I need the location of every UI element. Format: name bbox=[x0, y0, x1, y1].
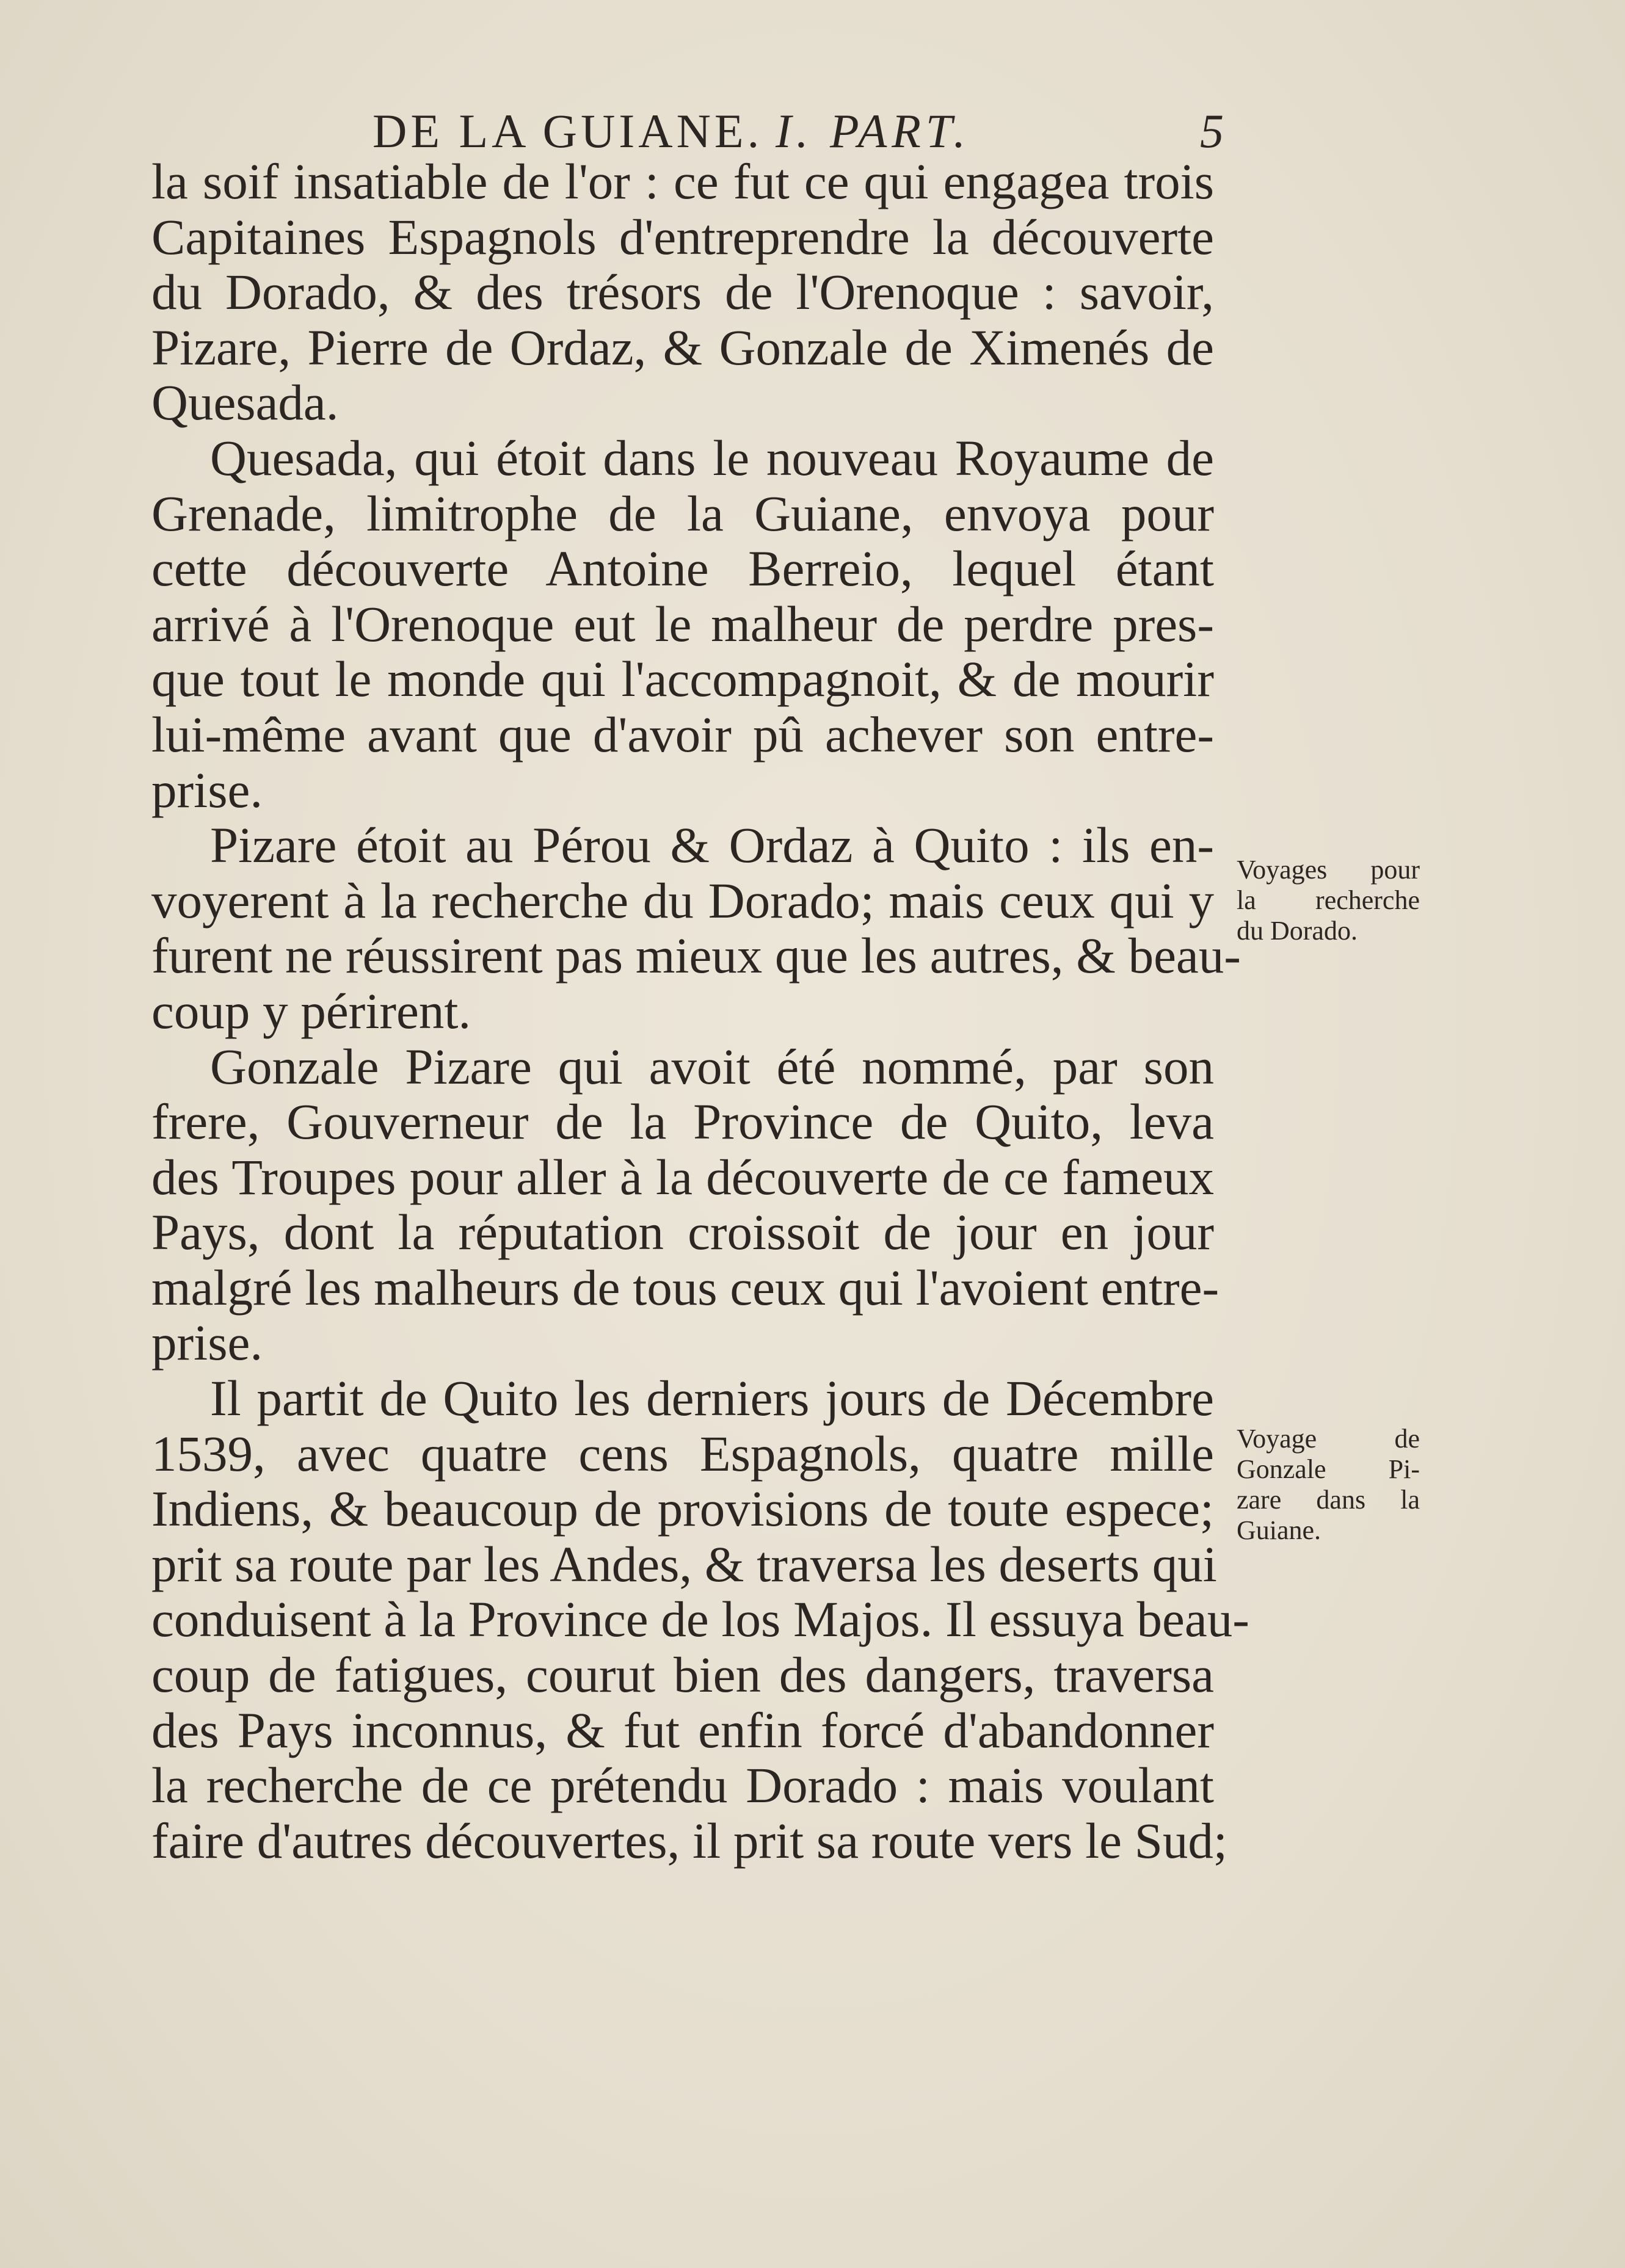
text-line: Gonzale Pizare qui avoit été nommé, par son bbox=[210, 1038, 1214, 1095]
text-line: furent ne réussirent pas mieux que les autres, & beau- bbox=[151, 927, 1241, 984]
text-line: 1539, avec quatre cens Espagnols, quatre mille bbox=[151, 1425, 1214, 1482]
marginal-note-line: zare dans la bbox=[1237, 1485, 1420, 1515]
text-line: Pays, dont la réputation croissoit de jour en jour bbox=[151, 1204, 1214, 1261]
marginal-note-voyages-dorado bbox=[1237, 855, 1420, 946]
text-line: prise. bbox=[151, 1314, 263, 1371]
text-line: cette découverte Antoine Berreio, lequel étant bbox=[151, 540, 1214, 597]
running-title: DE LA GUIANE. bbox=[373, 104, 763, 158]
marginal-note-line: Voyage de bbox=[1237, 1424, 1420, 1454]
text-line: frere, Gouverneur de la Province de Quito, leva bbox=[151, 1093, 1214, 1150]
text-line: malgré les malheurs de tous ceux qui l'avoient entre- bbox=[151, 1259, 1220, 1316]
marginal-note-voyage-gonzale bbox=[1237, 1424, 1420, 1546]
main-text-block bbox=[151, 153, 1249, 1869]
page-number: 5 bbox=[1200, 104, 1227, 158]
text-line: coup de fatigues, courut bien des dangers, traversa bbox=[151, 1647, 1214, 1703]
text-line: des Pays inconnus, & fut enfin forcé d'abandonner bbox=[151, 1701, 1214, 1758]
part-label: I. PART. bbox=[776, 104, 970, 158]
text-line: Pizare, Pierre de Ordaz, & Gonzale de Ximenés de bbox=[151, 319, 1214, 375]
marginal-note-line: Voyages pour bbox=[1237, 855, 1420, 885]
text-line: Quesada, qui étoit dans le nouveau Royaume de bbox=[210, 429, 1214, 486]
text-line: Pizare étoit au Pérou & Ordaz à Quito : ils en- bbox=[210, 817, 1214, 874]
marginal-note-line: Guiane. bbox=[1237, 1515, 1321, 1545]
text-line: prise. bbox=[151, 761, 263, 818]
text-line: Il partit de Quito les derniers jours de Décembre bbox=[210, 1370, 1214, 1427]
text-line: la recherche de ce prétendu Dorado : mais voulant bbox=[151, 1757, 1214, 1814]
text-line: prit sa route par les Andes, & traversa les deserts qui bbox=[151, 1535, 1217, 1592]
marginal-note-line: du Dorado. bbox=[1237, 916, 1358, 946]
text-line: voyerent à la recherche du Dorado; mais ceux qui y bbox=[151, 872, 1214, 929]
text-line: Quesada. bbox=[151, 374, 339, 431]
text-line: la soif insatiable de l'or : ce fut ce qui engagea trois bbox=[151, 153, 1214, 209]
text-line: coup y périrent. bbox=[151, 982, 471, 1039]
text-line: Indiens, & beaucoup de provisions de toute espece; bbox=[151, 1480, 1214, 1537]
marginal-note-line: Gonzale Pi- bbox=[1237, 1454, 1420, 1484]
marginal-note-line: la recherche bbox=[1237, 885, 1420, 915]
text-line: Grenade, limitrophe de la Guiane, envoya pour bbox=[151, 485, 1214, 542]
text-line: arrivé à l'Orenoque eut le malheur de perdre pres- bbox=[151, 595, 1214, 652]
text-line: du Dorado, & des trésors de l'Orenoque : savoir, bbox=[151, 264, 1214, 321]
running-header bbox=[373, 92, 1227, 159]
text-line: Capitaines Espagnols d'entreprendre la découverte bbox=[151, 208, 1214, 265]
text-line: lui-même avant que d'avoir pû achever son entre- bbox=[151, 706, 1214, 763]
text-line: que tout le monde qui l'accompagnoit, & de mourir bbox=[151, 651, 1214, 708]
text-line: conduisent à la Province de los Majos. Il essuya beau- bbox=[151, 1591, 1249, 1648]
text-line: des Troupes pour aller à la découverte de ce fameux bbox=[151, 1148, 1214, 1205]
text-line: faire d'autres découvertes, il prit sa route vers le Sud; bbox=[151, 1812, 1227, 1869]
